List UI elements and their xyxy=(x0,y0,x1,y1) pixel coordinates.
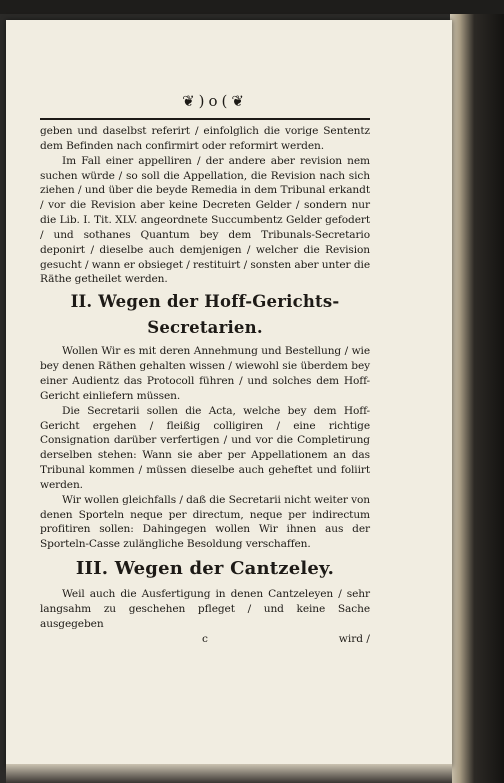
page-footer xyxy=(40,632,370,647)
paragraph-appellation: Im Fall einer appelliren / der andere aber revision nem suchen würde / so soll die Appellation, die Revision nach sich ziehen / und über die beyde Remedia in dem Tribunal erkandt / vor die Revision aber keine Decreten Gelder / sondern nur die Lib. I. Tit. XLV. angeordnete Succumbentz Gelder gefodert / und sothanes Quantum bey dem Tribunals-Secretario deponirt / dieselbe auch demjenigen / welcher die Revision gesucht / wann er obsieget / restituirt / sonsten aber unter die Räthe getheilet werden. xyxy=(40,154,370,286)
paragraph-appointment: Wollen Wir es mit deren Annehmung und Bestellung / wie bey denen Räthen gehalten wissen / wiewohl sie überdem bey einer Audientz das Protocoll führen / und solches dem Hoff-Gericht einliefern müssen. xyxy=(40,345,370,402)
header-ornament: ❦)o(❦ xyxy=(182,92,248,110)
catchword: wird / xyxy=(338,632,370,645)
section-heading-chancery: III. Wegen der Cantzeley. xyxy=(75,558,335,580)
book-spine xyxy=(450,14,504,783)
section-heading-secretaries: II. Wegen der Hoff-Gerichts-Secretarien. xyxy=(70,292,340,338)
scan-background-top xyxy=(0,0,504,14)
page-bottom-edge xyxy=(6,764,452,783)
paragraph-acta: Die Secretarii sollen die Acta, welche bey dem Hoff-Gericht ergehen / fleißig colligiren / eine richtige Consignation darüber verfertigen / und vor die Completirung derselben stehen: Wann sie aber per Appellationem an das Tribunal kommen / müssen dieselbe auch geheftet und foliirt werden. xyxy=(40,404,370,491)
paragraph-ausfertigung: Weil auch die Ausfertigung in denen Cantzeleyen / sehr langsahm zu geschehen pfleget / und keine Sache ausgegeben xyxy=(40,588,370,630)
signature-mark: c xyxy=(202,632,208,645)
paragraph-continuation: geben und daselbst referirt / einfolglich die vorige Sententz dem Befinden nach confirmirt oder reformirt werden. xyxy=(40,125,370,152)
page-content xyxy=(40,92,370,647)
paragraph-sporteln: Wir wollen gleichfalls / daß die Secretarii nicht weiter von denen Sporteln neque per directum, neque per indirectum profitiren sollen: Dahingegen wollen Wir ihnen aus der Sporteln-Casse zulängliche Besoldung verschaffen. xyxy=(40,493,370,551)
header-rule xyxy=(40,118,370,120)
